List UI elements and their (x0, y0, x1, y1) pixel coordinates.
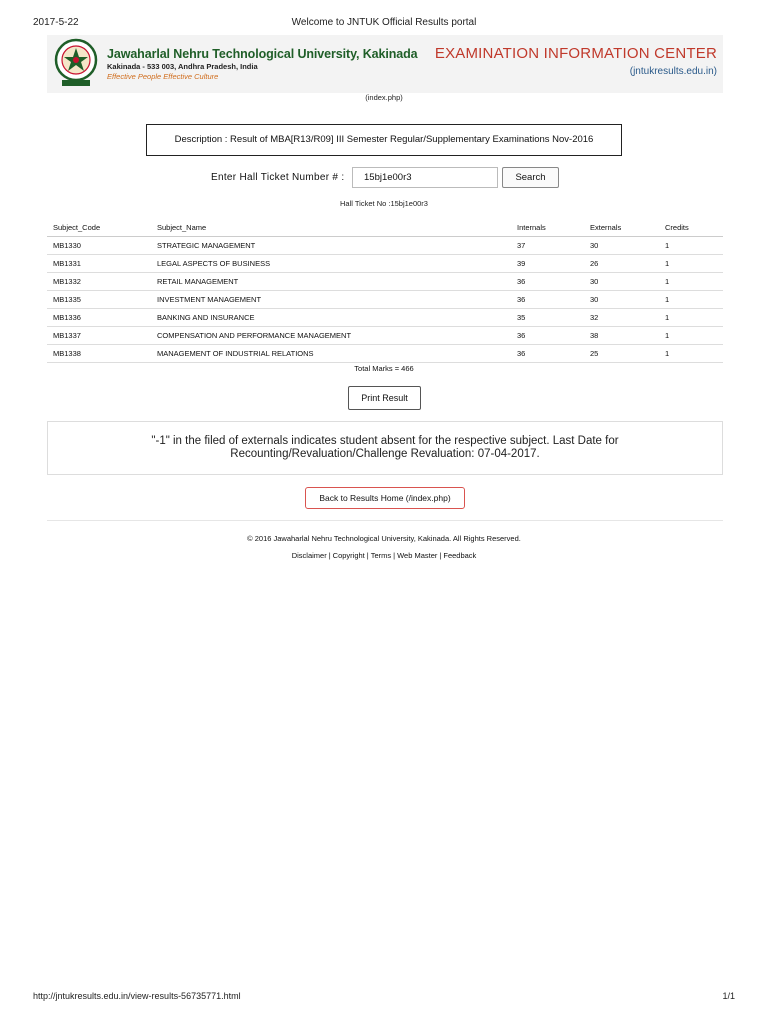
print-page-title: Welcome to JNTUK Official Results portal (291, 17, 477, 28)
footer-divider (47, 520, 723, 521)
footer-link-feedback[interactable]: Feedback (443, 551, 477, 560)
table-row (47, 255, 723, 273)
credits: 1 (659, 327, 723, 345)
externals: 32 (584, 309, 659, 327)
subject-code: MB1330 (47, 237, 151, 255)
back-to-results-home-button[interactable]: Back to Results Home (/index.php) (305, 487, 465, 509)
result-description: Description : Result of MBA[R13/R09] III Semester Regular/Supplementary Examinations Nov-2016 (146, 124, 622, 156)
print-header (33, 17, 735, 31)
internals: 37 (511, 237, 584, 255)
print-result-button[interactable]: Print Result (348, 386, 421, 410)
total-marks: Total Marks = 466 (354, 364, 414, 373)
subject-code: MB1338 (47, 345, 151, 363)
subject-name: INVESTMENT MANAGEMENT (151, 291, 511, 309)
exam-center-url[interactable]: (jntukresults.edu.in) (629, 66, 717, 77)
index-link[interactable]: (index.php) (365, 93, 403, 102)
subject-code: MB1337 (47, 327, 151, 345)
university-tagline: Effective People Effective Culture (107, 72, 219, 81)
subject-name: RETAIL MANAGEMENT (151, 273, 511, 291)
column-header-subject-name: Subject_Name (151, 218, 511, 237)
print-page-number: 1/1 (722, 991, 735, 1001)
separator: | (439, 551, 442, 560)
footer-link-copyright[interactable]: Copyright (332, 551, 365, 560)
subject-name: BANKING AND INSURANCE (151, 309, 511, 327)
subject-name: STRATEGIC MANAGEMENT (151, 237, 511, 255)
column-header-externals: Externals (584, 218, 659, 237)
print-url: http://jntukresults.edu.in/view-results-56735771.html (33, 991, 241, 1001)
copyright-text: © 2016 Jawaharlal Nehru Technological University, Kakinada. All Rights Reserved. (247, 534, 521, 543)
university-logo-icon (54, 38, 98, 90)
subject-code: MB1332 (47, 273, 151, 291)
footer-link-terms[interactable]: Terms (370, 551, 392, 560)
internals: 36 (511, 273, 584, 291)
hall-ticket-input[interactable]: 15bj1e00r3 (352, 167, 498, 188)
table-row (47, 237, 723, 255)
footer-links (0, 551, 768, 560)
table-row (47, 273, 723, 291)
print-date: 2017-5-22 (33, 17, 79, 28)
university-name: Jawaharlal Nehru Technological University, Kakinada (107, 47, 418, 61)
footer-link-web-master[interactable]: Web Master (397, 551, 438, 560)
table-row (47, 309, 723, 327)
notice-line-1: "-1" in the filed of externals indicates student absent for the respective subject. Last Date for (151, 435, 619, 447)
search-button[interactable]: Search (502, 167, 559, 188)
externals: 30 (584, 237, 659, 255)
externals: 30 (584, 273, 659, 291)
internals: 36 (511, 291, 584, 309)
subject-name: LEGAL ASPECTS OF BUSINESS (151, 255, 511, 273)
credits: 1 (659, 273, 723, 291)
credits: 1 (659, 309, 723, 327)
hall-ticket-search (0, 167, 768, 189)
subject-code: MB1336 (47, 309, 151, 327)
notice-line-2: Recounting/Revaluation/Challenge Revaluation: 07-04-2017. (230, 448, 540, 460)
separator: | (366, 551, 369, 560)
credits: 1 (659, 237, 723, 255)
externals: 30 (584, 291, 659, 309)
subject-code: MB1335 (47, 291, 151, 309)
internals: 36 (511, 327, 584, 345)
internals: 35 (511, 309, 584, 327)
separator: | (328, 551, 331, 560)
hall-ticket-label: Enter Hall Ticket Number # : (211, 172, 345, 183)
externals: 26 (584, 255, 659, 273)
separator: | (393, 551, 396, 560)
results-table (47, 218, 723, 363)
footer-link-disclaimer[interactable]: Disclaimer (291, 551, 327, 560)
credits: 1 (659, 345, 723, 363)
table-row (47, 291, 723, 309)
print-footer (33, 991, 735, 1005)
externals: 38 (584, 327, 659, 345)
header-banner (47, 35, 723, 93)
subject-code: MB1331 (47, 255, 151, 273)
column-header-internals: Internals (511, 218, 584, 237)
externals-notice (47, 421, 723, 475)
externals: 25 (584, 345, 659, 363)
hall-ticket-number: Hall Ticket No :15bj1e00r3 (340, 199, 428, 208)
subject-name: COMPENSATION AND PERFORMANCE MANAGEMENT (151, 327, 511, 345)
table-row (47, 345, 723, 363)
internals: 39 (511, 255, 584, 273)
university-address: Kakinada - 533 003, Andhra Pradesh, India (107, 62, 258, 71)
column-header-credits: Credits (659, 218, 723, 237)
exam-center-title: EXAMINATION INFORMATION CENTER (434, 45, 717, 62)
table-header-row (47, 218, 723, 237)
credits: 1 (659, 255, 723, 273)
internals: 36 (511, 345, 584, 363)
subject-name: MANAGEMENT OF INDUSTRIAL RELATIONS (151, 345, 511, 363)
credits: 1 (659, 291, 723, 309)
column-header-subject-code: Subject_Code (47, 218, 151, 237)
table-row (47, 327, 723, 345)
